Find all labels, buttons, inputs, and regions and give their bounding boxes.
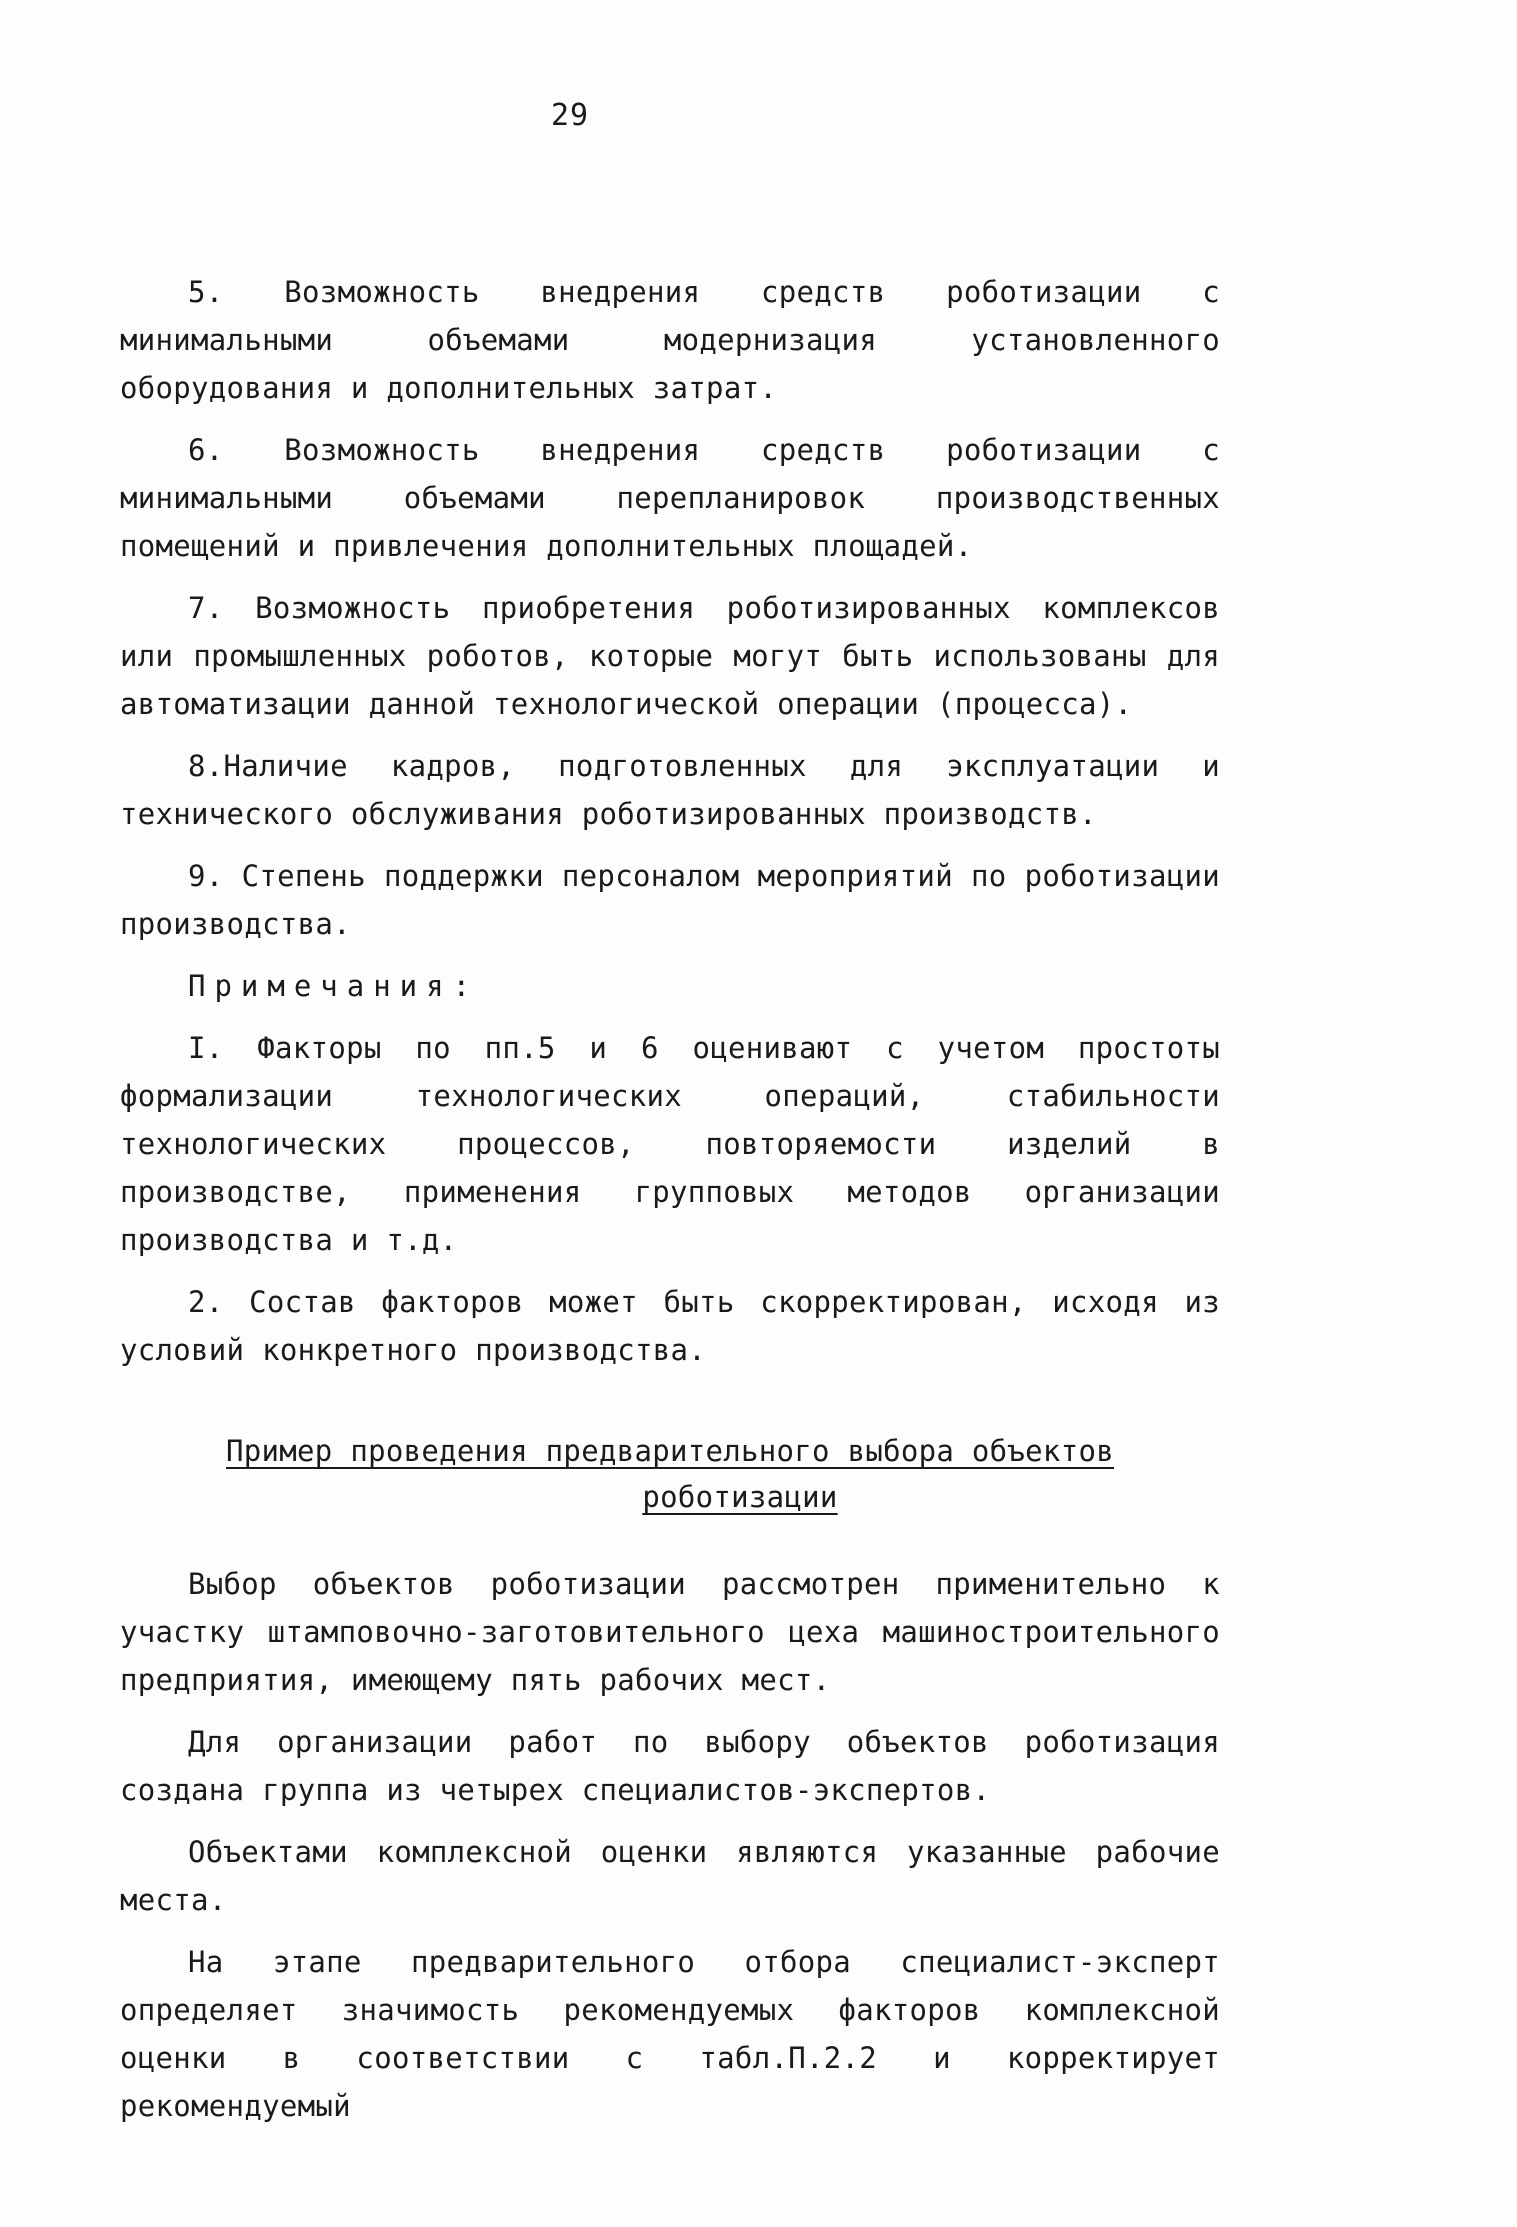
section-title-line-1: Пример проведения предварительного выбора объектов: [226, 1434, 1114, 1468]
factor-item-6: 6. Возможность внедрения средств роботизации с минимальными объемами перепланировок производственных помещений и привлечения дополнительных площадей.: [120, 433, 1220, 563]
page-number: 29: [550, 98, 590, 133]
document-body: [120, 268, 1220, 2144]
body-paragraph-3: Объектами комплексной оценки являются указанные рабочие места.: [120, 1835, 1220, 1917]
section-title-line-2: роботизации: [642, 1480, 838, 1514]
notes-heading: Примечания:: [188, 969, 480, 1003]
body-paragraph-1: Выбор объектов роботизации рассмотрен применительно к участку штамповочно-заготовительного цеха машиностроительного предприятия, имеющему пять рабочих мест.: [120, 1567, 1220, 1697]
factor-item-5: 5. Возможность внедрения средств роботизации с минимальными объемами модернизация установленного оборудования и дополнительных затрат.: [120, 275, 1220, 405]
factor-item-8: 8.Наличие кадров, подготовленных для эксплуатации и технического обслуживания роботизированных производств.: [120, 749, 1220, 831]
body-paragraph-4: На этапе предварительного отбора специалист-эксперт определяет значимость рекомендуемых факторов комплексной оценки в соответствии с табл.П.2.2 и корректирует рекомендуемый: [120, 1945, 1220, 2123]
factor-item-7: 7. Возможность приобретения роботизированных комплексов или промышленных роботов, которые могут быть использованы для автоматизации данной технологической операции (процесса).: [120, 591, 1220, 721]
note-item-2: 2. Состав факторов может быть скорректирован, исходя из условий конкретного производства.: [120, 1285, 1220, 1367]
body-paragraph-2: Для организации работ по выбору объектов роботизация создана группа из четырех специалистов-экспертов.: [120, 1725, 1220, 1807]
factor-item-9: 9. Степень поддержки персоналом мероприятий по роботизации производства.: [120, 859, 1220, 941]
note-item-1: I. Факторы по пп.5 и 6 оценивают с учетом простоты формализации технологических операций, стабильности технологических процессов, повторяемости изделий в производстве, применения групповых методов организации производства и т.д.: [120, 1031, 1220, 1257]
section-title: [120, 1428, 1220, 1520]
